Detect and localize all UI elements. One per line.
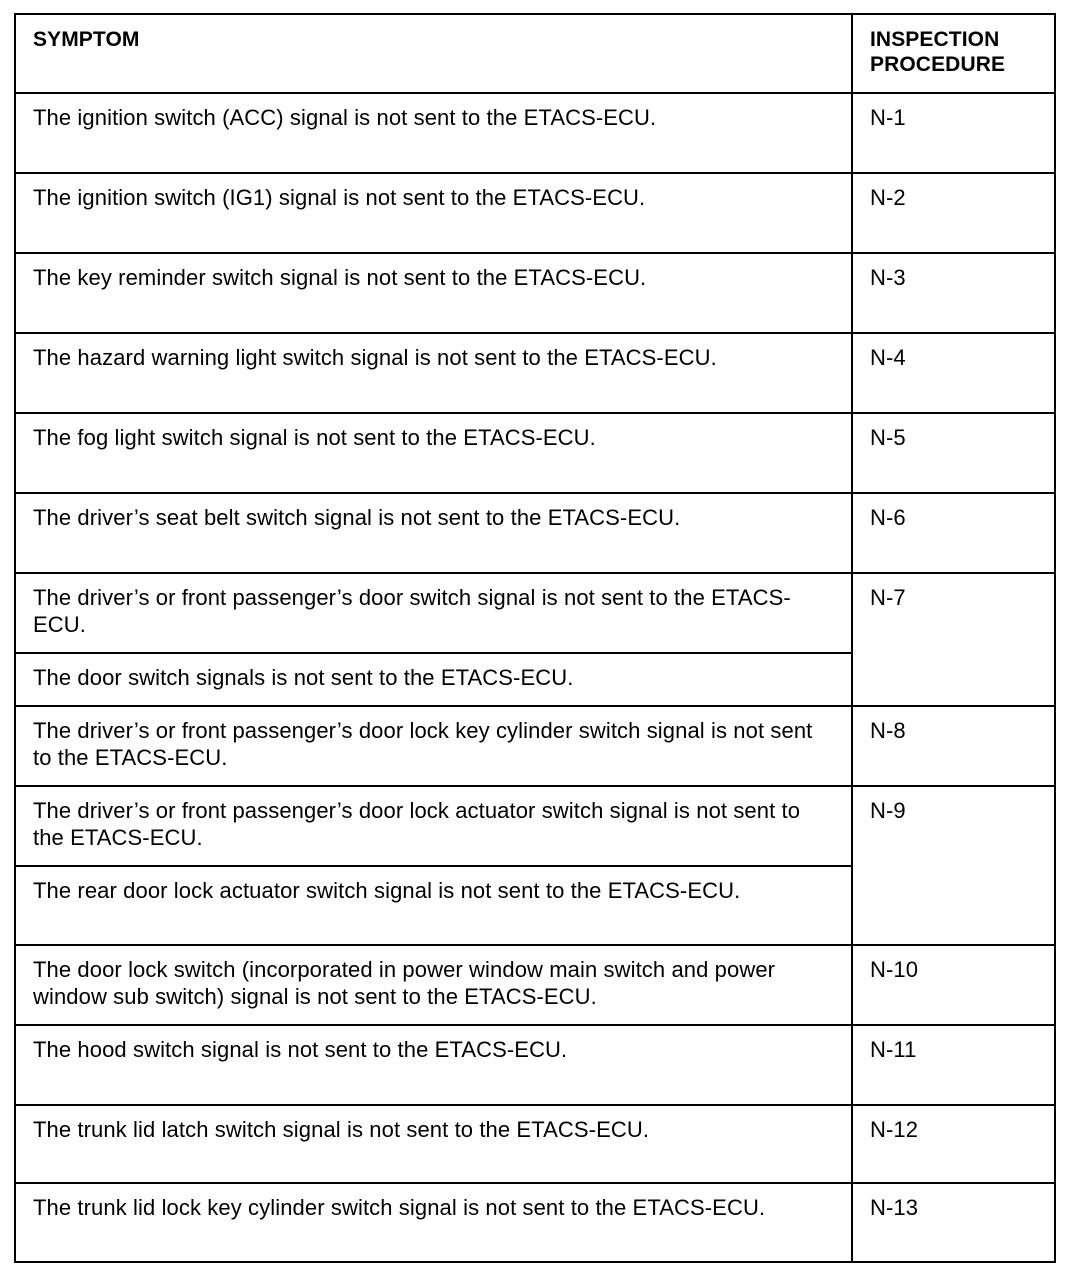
- header-symptom: SYMPTOM: [15, 14, 852, 93]
- procedure-cell: N-11: [852, 1025, 1055, 1105]
- table-row: [15, 1183, 1055, 1262]
- procedure-cell: N-13: [852, 1183, 1055, 1262]
- symptom-cell: The driver’s seat belt switch signal is not sent to the ETACS-ECU.: [15, 493, 852, 573]
- procedure-cell: N-7: [852, 573, 1055, 706]
- symptom-cell: The driver’s or front passenger’s door switch signal is not sent to the ETACS-ECU.: [15, 573, 852, 653]
- table-row: [15, 333, 1055, 413]
- table-row: [15, 786, 1055, 866]
- symptom-cell: The door lock switch (incorporated in power window main switch and power window sub switch) signal is not sent to the ETACS-ECU.: [15, 945, 852, 1025]
- table-row: [15, 413, 1055, 493]
- table-row: [15, 93, 1055, 173]
- symptom-cell: The ignition switch (IG1) signal is not sent to the ETACS-ECU.: [15, 173, 852, 253]
- symptom-cell: The trunk lid lock key cylinder switch signal is not sent to the ETACS-ECU.: [15, 1183, 852, 1262]
- table-row: [15, 253, 1055, 333]
- procedure-cell: N-2: [852, 173, 1055, 253]
- symptom-cell: The trunk lid latch switch signal is not sent to the ETACS-ECU.: [15, 1105, 852, 1183]
- table-row: [15, 1025, 1055, 1105]
- header-procedure-line2: PROCEDURE: [870, 53, 1006, 76]
- header-procedure-line1: INSPECTION: [870, 28, 1000, 51]
- header-inspection-procedure: [852, 14, 1055, 93]
- symptom-cell: The hood switch signal is not sent to the ETACS-ECU.: [15, 1025, 852, 1105]
- header-row: [15, 14, 1055, 93]
- symptom-cell: The driver’s or front passenger’s door lock actuator switch signal is not sent to the ETACS-ECU.: [15, 786, 852, 866]
- table-row: [15, 173, 1055, 253]
- procedure-cell: N-1: [852, 93, 1055, 173]
- procedure-cell: N-12: [852, 1105, 1055, 1183]
- procedure-cell: N-8: [852, 706, 1055, 786]
- symptom-cell: The hazard warning light switch signal is not sent to the ETACS-ECU.: [15, 333, 852, 413]
- procedure-cell: N-4: [852, 333, 1055, 413]
- symptom-cell: The door switch signals is not sent to the ETACS-ECU.: [15, 653, 852, 706]
- procedure-cell: N-5: [852, 413, 1055, 493]
- procedure-cell: N-3: [852, 253, 1055, 333]
- table-row: [15, 493, 1055, 573]
- procedure-cell: N-6: [852, 493, 1055, 573]
- symptom-cell: The fog light switch signal is not sent to the ETACS-ECU.: [15, 413, 852, 493]
- symptom-cell: The driver’s or front passenger’s door lock key cylinder switch signal is not sent to the ETACS-ECU.: [15, 706, 852, 786]
- procedure-cell: N-9: [852, 786, 1055, 945]
- table-row: [15, 573, 1055, 653]
- symptom-procedure-table: [14, 13, 1056, 1263]
- symptom-cell: The rear door lock actuator switch signal is not sent to the ETACS-ECU.: [15, 866, 852, 945]
- table-row: [15, 945, 1055, 1025]
- symptom-cell: The ignition switch (ACC) signal is not sent to the ETACS-ECU.: [15, 93, 852, 173]
- procedure-cell: N-10: [852, 945, 1055, 1025]
- symptom-cell: The key reminder switch signal is not sent to the ETACS-ECU.: [15, 253, 852, 333]
- table-row: [15, 706, 1055, 786]
- table-row: [15, 1105, 1055, 1183]
